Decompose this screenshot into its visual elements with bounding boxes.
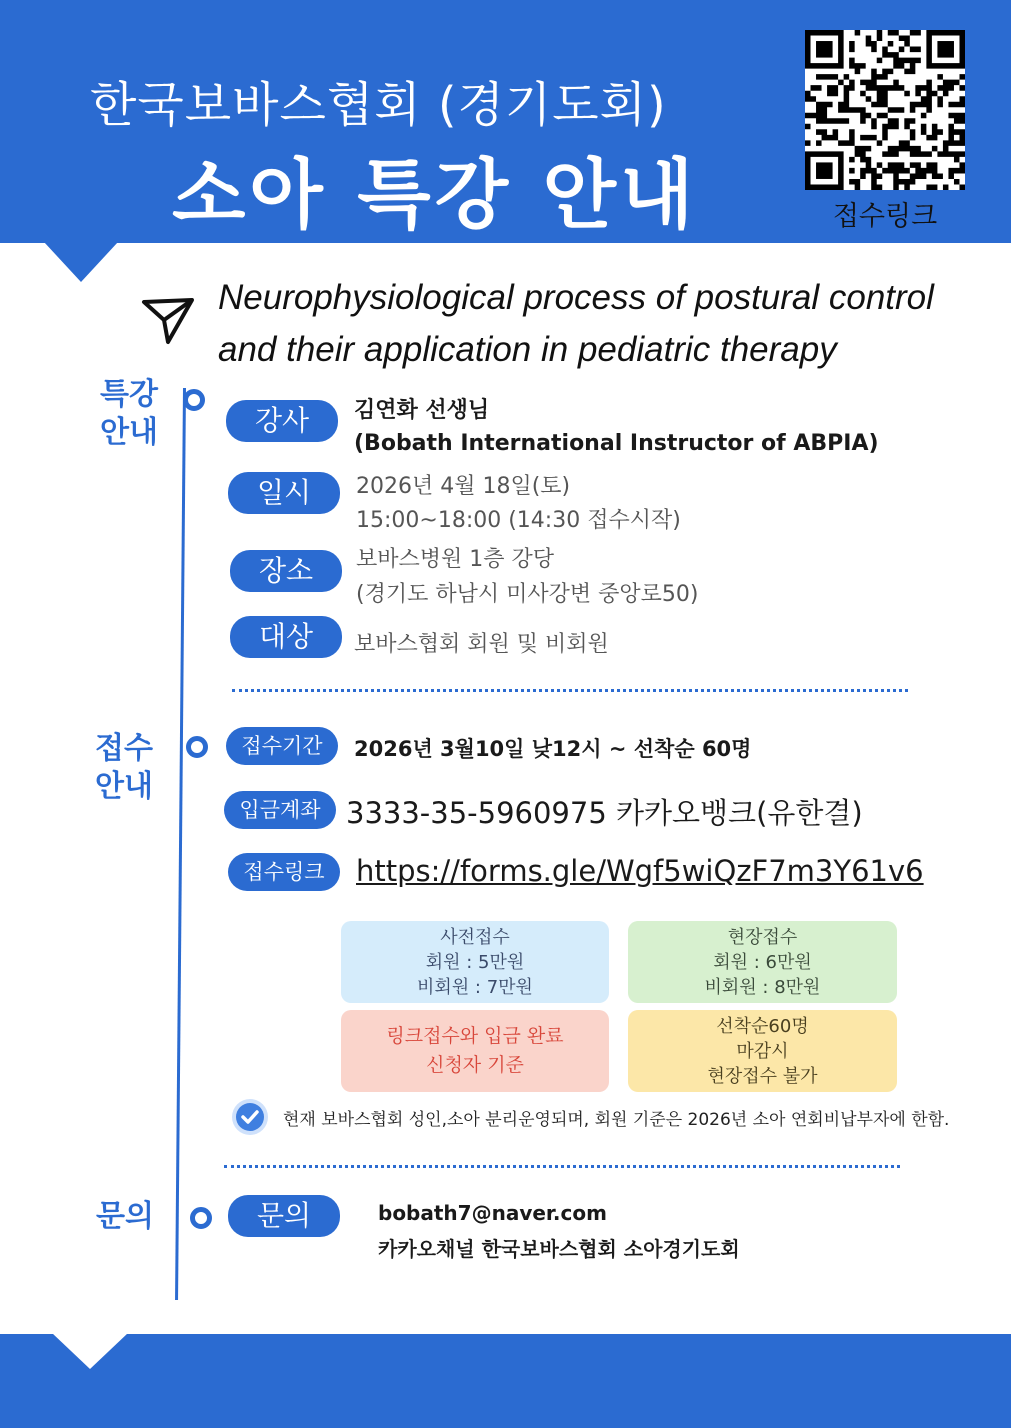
box-line: 신청자 기준: [426, 1054, 524, 1076]
criteria-box: [341, 1010, 609, 1092]
qr-label: 접수링크: [832, 201, 938, 232]
box-line: 비회원 : 8만원: [704, 976, 821, 998]
footer-notch: [52, 1333, 128, 1369]
box-line: 회원 : 6만원: [713, 951, 812, 973]
place-address: (경기도 하남시 미사강변 중앙로50): [356, 582, 699, 607]
course-title-line2: and their application in pediatric therapy: [218, 330, 837, 369]
section-label-line: 안내: [100, 415, 158, 450]
timeline-node: [186, 736, 208, 758]
contact-kakao: 카카오채널 한국보바스협회 소아경기도회: [378, 1237, 740, 1261]
pre-registration-box: [341, 921, 609, 1003]
lecture-section-label: [100, 376, 158, 452]
box-line: 비회원 : 7만원: [417, 976, 533, 998]
lecture-time: 15:00~18:00 (14:30 접수시작): [356, 508, 681, 533]
target-value: 보바스협회 회원 및 비회원: [354, 632, 609, 657]
box-line: 링크접수와 입금 완료: [386, 1025, 564, 1047]
box-line: 회원 : 5만원: [425, 951, 525, 973]
footer-banner: [0, 1334, 1011, 1428]
contact-pill: 문의: [228, 1195, 340, 1237]
header-notch: [44, 242, 118, 282]
account-pill: 입금계좌: [224, 791, 336, 829]
timeline-node: [190, 1207, 212, 1229]
place-name: 보바스병원 1층 강당: [356, 547, 554, 572]
instructor-name: 김연화 선생님: [354, 398, 490, 423]
box-line: 선착순60명: [716, 1015, 809, 1037]
bank-account: 3333-35-5960975 카카오뱅크(유한결): [346, 796, 863, 830]
divider: [224, 1165, 900, 1168]
section-label-line: 접수: [95, 731, 153, 766]
timeline-node: [183, 389, 205, 411]
qr-code-icon[interactable]: [805, 30, 965, 190]
period-pill: 접수기간: [226, 727, 338, 765]
box-line: 사전접수: [440, 926, 510, 948]
course-title-line1: Neurophysiological process of postural control: [218, 278, 934, 317]
instructor-affiliation: (Bobath International Instructor of ABPIA): [354, 431, 879, 456]
section-label-line: 안내: [95, 769, 153, 804]
onsite-registration-box: [628, 921, 897, 1003]
limit-box: [628, 1010, 897, 1092]
place-pill: 장소: [230, 550, 342, 592]
instructor-pill: 강사: [226, 400, 338, 442]
lecture-date: 2026년 4월 18일(토): [356, 474, 571, 499]
membership-notice: 현재 보바스협회 성인,소아 분리운영되며, 회원 기준은 2026년 소아 연회비납부자에 한함.: [283, 1110, 950, 1130]
box-line: 마감시: [736, 1040, 789, 1062]
contact-section-label: 문의: [96, 1199, 154, 1234]
registration-section-label: [95, 730, 153, 806]
page-title: 소아 특강 안내: [172, 150, 698, 239]
org-title: 한국보바스협회 (경기도회): [90, 77, 667, 133]
check-circle-icon: [230, 1097, 270, 1137]
section-label-line: 특강: [100, 377, 158, 412]
box-line: 현장접수: [727, 926, 798, 948]
paper-plane-icon: [140, 294, 196, 346]
registration-link[interactable]: https://forms.gle/Wgf5wiQzF7m3Y61v6: [356, 854, 924, 888]
registration-period: 2026년 3월10일 낮12시 ~ 선착순 60명: [354, 737, 752, 761]
target-pill: 대상: [230, 616, 342, 658]
box-line: 현장접수 불가: [707, 1065, 818, 1087]
divider: [232, 689, 908, 692]
contact-email[interactable]: bobath7@naver.com: [378, 1201, 607, 1225]
datetime-pill: 일시: [228, 472, 340, 514]
link-pill: 접수링크: [228, 853, 340, 891]
timeline-line: [175, 388, 186, 1300]
